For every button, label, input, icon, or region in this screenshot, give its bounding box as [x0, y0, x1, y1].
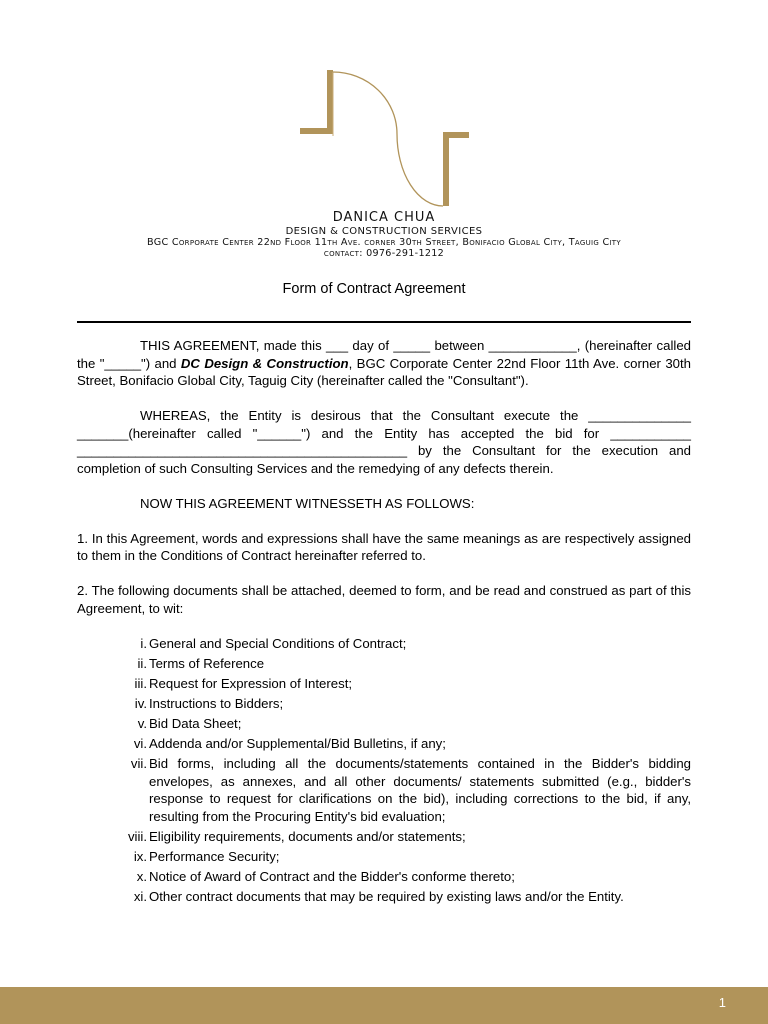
document-body — [77, 337, 691, 908]
agreement-paragraph — [77, 337, 691, 390]
list-item-number: viii. — [127, 828, 147, 844]
list-item — [77, 828, 691, 846]
brand-contact: contact: 0976-291-1212 — [323, 248, 445, 259]
list-item — [77, 868, 691, 886]
list-item-number: ix. — [133, 848, 147, 864]
list-item-number: iii. — [134, 675, 147, 691]
list-item — [77, 755, 691, 825]
list-item-number: vii. — [130, 756, 147, 772]
list-item — [77, 675, 691, 693]
witnesseth-heading: NOW THIS AGREEMENT WITNESSETH AS FOLLOWS: — [140, 495, 475, 511]
list-item-text: General and Special Conditions of Contract; — [149, 635, 407, 651]
brand-subtitle: DESIGN & CONSTRUCTION SERVICES — [285, 226, 483, 237]
list-item — [77, 735, 691, 753]
list-item-number: x. — [136, 868, 147, 884]
list-item-text: Bid forms, including all the documents/statements contained in the Bidder's bidding envelopes, as annexes, and all other documents/ statements submitted (e.g., bidder's response to request for clarifications on the bid), including corrections to the bid, if any, resulting from the Procuring Entity's bid evaluation; — [149, 756, 691, 824]
list-item-text: Other contract documents that may be required by existing laws and/or the Entity. — [149, 888, 624, 904]
list-item-number: vi. — [133, 735, 147, 751]
whereas-paragraph: WHEREAS, the Entity is desirous that the Consultant execute the ______________ _______(hereinafter called "______") and the Entity has accepted the bid for ___________ _____________________________________________ by the Consultant for the execution and completion of such Consulting Services and the remedying of any defects therein. — [77, 408, 691, 476]
list-item — [77, 635, 691, 653]
list-item-text: Performance Security; — [149, 848, 280, 864]
document-title: Form of Contract Agreement — [282, 281, 466, 297]
list-item-number: ii. — [137, 655, 147, 671]
list-item-number: xi. — [133, 888, 147, 904]
list-item — [77, 715, 691, 733]
list-item-text: Addenda and/or Supplemental/Bid Bulletins, if any; — [149, 735, 446, 751]
list-item — [77, 695, 691, 713]
clause-2: 2. The following documents shall be attached, deemed to form, and be read and construed as part of this Agreement, to wit: — [77, 583, 691, 616]
list-item — [77, 655, 691, 673]
clause-1: 1. In this Agreement, words and expressions shall have the same meanings as are respectively assigned to them in the Conditions of Contract hereinafter referred to. — [77, 530, 691, 563]
list-item-text: Instructions to Bidders; — [149, 695, 284, 711]
list-item-number: iv. — [134, 695, 147, 711]
list-item-text: Request for Expression of Interest; — [149, 675, 353, 691]
list-item — [77, 888, 691, 906]
firm-name: DC Design & Construction — [180, 355, 349, 371]
list-item-text: Eligibility requirements, documents and/or statements; — [149, 828, 466, 844]
list-item-text: Terms of Reference — [149, 655, 265, 671]
agreement-text-start: THIS AGREEMENT, made this ___ day of _____ between ____________, (hereinafter called the "_____") and — [77, 338, 691, 371]
list-item — [77, 848, 691, 866]
list-item-text: Notice of Award of Contract and the Bidder's conforme thereto; — [149, 868, 515, 884]
attached-documents-list — [77, 635, 691, 906]
agreement-text-end: , BGC Corporate Center 22nd Floor 11th Ave. corner 30th Street, Bonifacio Global City, Taguig City (hereinafter called the "Consultant"). — [77, 355, 691, 388]
list-item-number: i. — [140, 635, 147, 651]
list-item-number: v. — [137, 715, 147, 731]
dc-monogram-logo-icon — [290, 60, 470, 215]
title-divider — [77, 321, 691, 323]
brand-name: DANICA CHUA — [332, 210, 436, 225]
footer-bar — [0, 987, 768, 1024]
list-item-text: Bid Data Sheet; — [149, 715, 242, 731]
page-number: 1 — [718, 995, 726, 1010]
brand-address: BGC Corporate Center 22nd Floor 11th Ave. corner 30th Street, Bonifacio Global City, Taguig City — [147, 237, 621, 248]
